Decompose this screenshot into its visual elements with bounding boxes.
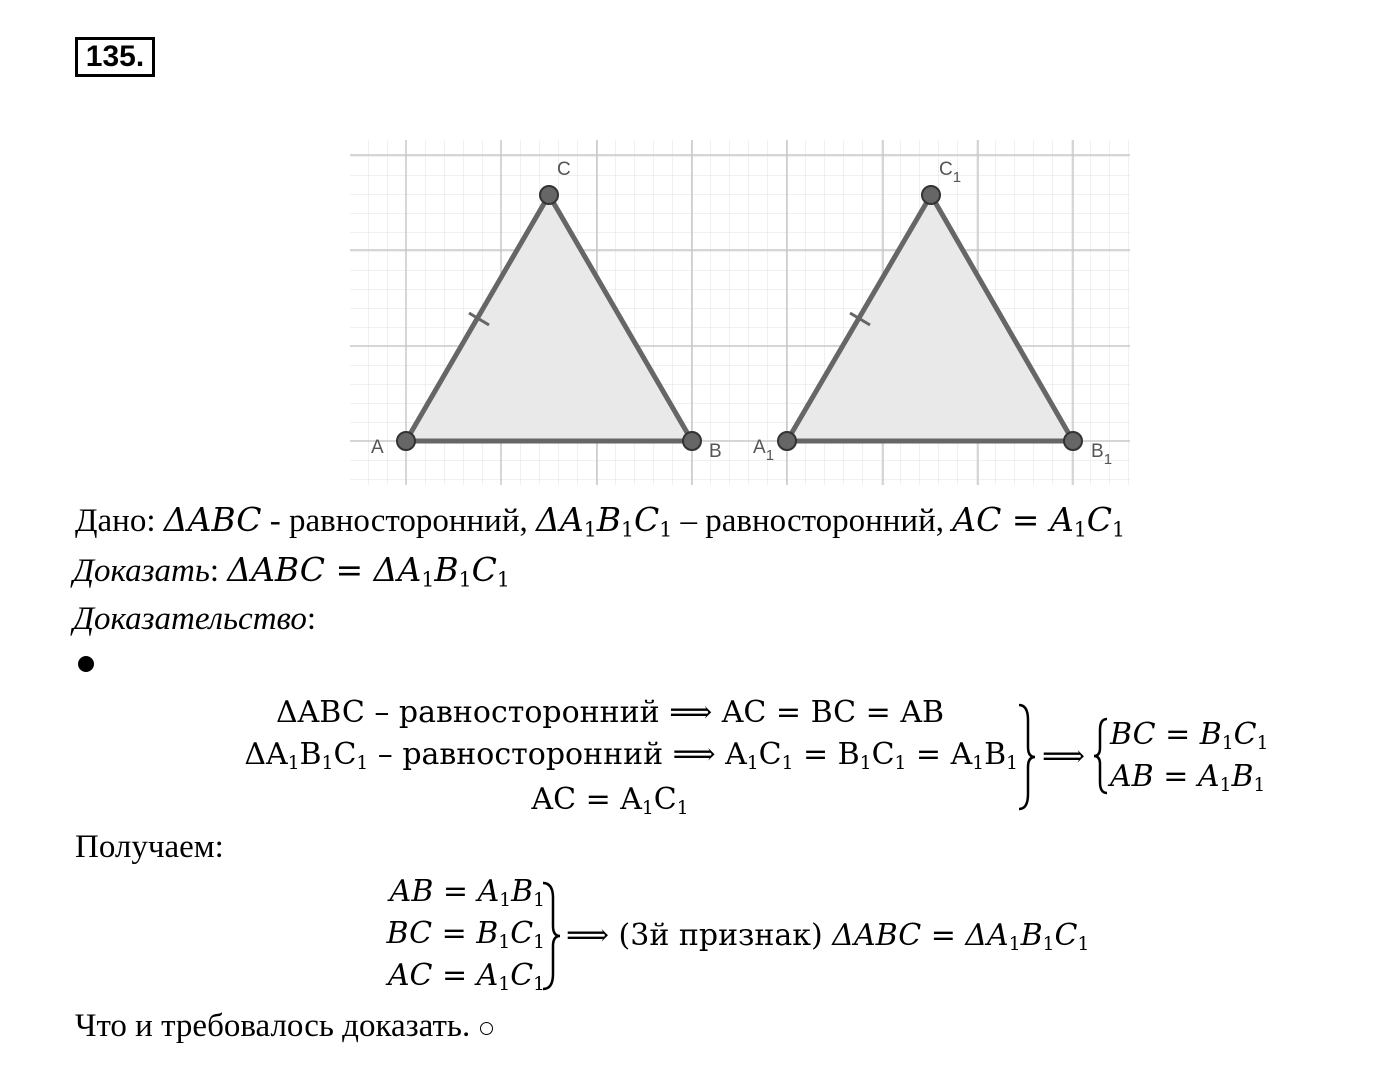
- system2-line3: AC = $A_1C_1$: [387, 958, 545, 996]
- given-tri2: $\Delta A_1B_1C_1$: [536, 500, 673, 542]
- label-a1: $A_1$: [753, 437, 775, 464]
- system2-line1: AB = $A_1B_1$: [389, 874, 545, 912]
- prove-colon: :: [209, 553, 220, 589]
- system1-line2: $\Delta A_1B_1C_1$ – равносторонний ⟹ $A_1C_1 = B_1C_1 = A_1B_1$: [244, 737, 1018, 775]
- given-text2: – равносторонний,: [672, 503, 953, 539]
- point-c1: [922, 186, 940, 204]
- given-tri1: ΔABC: [163, 500, 262, 539]
- system1-result1: BC = $B_1C_1$: [1110, 717, 1269, 755]
- system1-left-brace: [1092, 716, 1110, 796]
- problem-number: 135.: [75, 37, 155, 77]
- prove-expr: $\Delta ABC = \Delta A_1B_1C_1$: [227, 550, 510, 592]
- given-label: Дано:: [75, 503, 156, 539]
- given-line: [75, 500, 1125, 541]
- end-of-proof-icon: [480, 1022, 493, 1035]
- system2-line2: BC = $B_1C_1$: [386, 916, 545, 954]
- point-b: [683, 432, 701, 450]
- system2-conclusion: ⟹ (3й признак) $\Delta ABC = \Delta A_1B_1C_1$: [566, 918, 1090, 956]
- proof-colon: :: [306, 601, 317, 637]
- label-c1: $C_1$: [939, 159, 962, 186]
- point-a1: [778, 432, 796, 450]
- given-text1: - равносторонний,: [261, 503, 537, 539]
- triangles-figure: [345, 135, 1135, 490]
- system1-line1: ΔABC – равносторонний ⟹ AC = BC = AB: [275, 695, 945, 730]
- final-statement: Что и требовалось доказать.: [75, 1006, 493, 1046]
- proof-label: Доказательство: [73, 601, 307, 637]
- proof-line: [73, 599, 316, 639]
- bullet: [78, 656, 94, 672]
- point-b1: [1064, 432, 1082, 450]
- point-a: [397, 432, 415, 450]
- label-b: B: [709, 441, 722, 462]
- system1-result2: AB = $A_1B_1$: [1110, 759, 1266, 797]
- prove-label: Доказать: [73, 553, 210, 589]
- label-c: C: [557, 159, 571, 180]
- conclusion-label: Получаем:: [75, 829, 224, 865]
- given-eq: AC = $A_1C_1$: [952, 500, 1126, 542]
- system1-line3: AC = $A_1C_1$: [531, 782, 689, 820]
- system1-right-brace: [1016, 702, 1038, 812]
- point-c: [540, 186, 558, 204]
- system1-implies: ⟹: [1042, 739, 1086, 774]
- prove-line: [73, 550, 510, 591]
- system2-right-brace: [540, 880, 564, 992]
- label-b1: $B_1$: [1091, 441, 1113, 468]
- label-a: A: [371, 437, 384, 458]
